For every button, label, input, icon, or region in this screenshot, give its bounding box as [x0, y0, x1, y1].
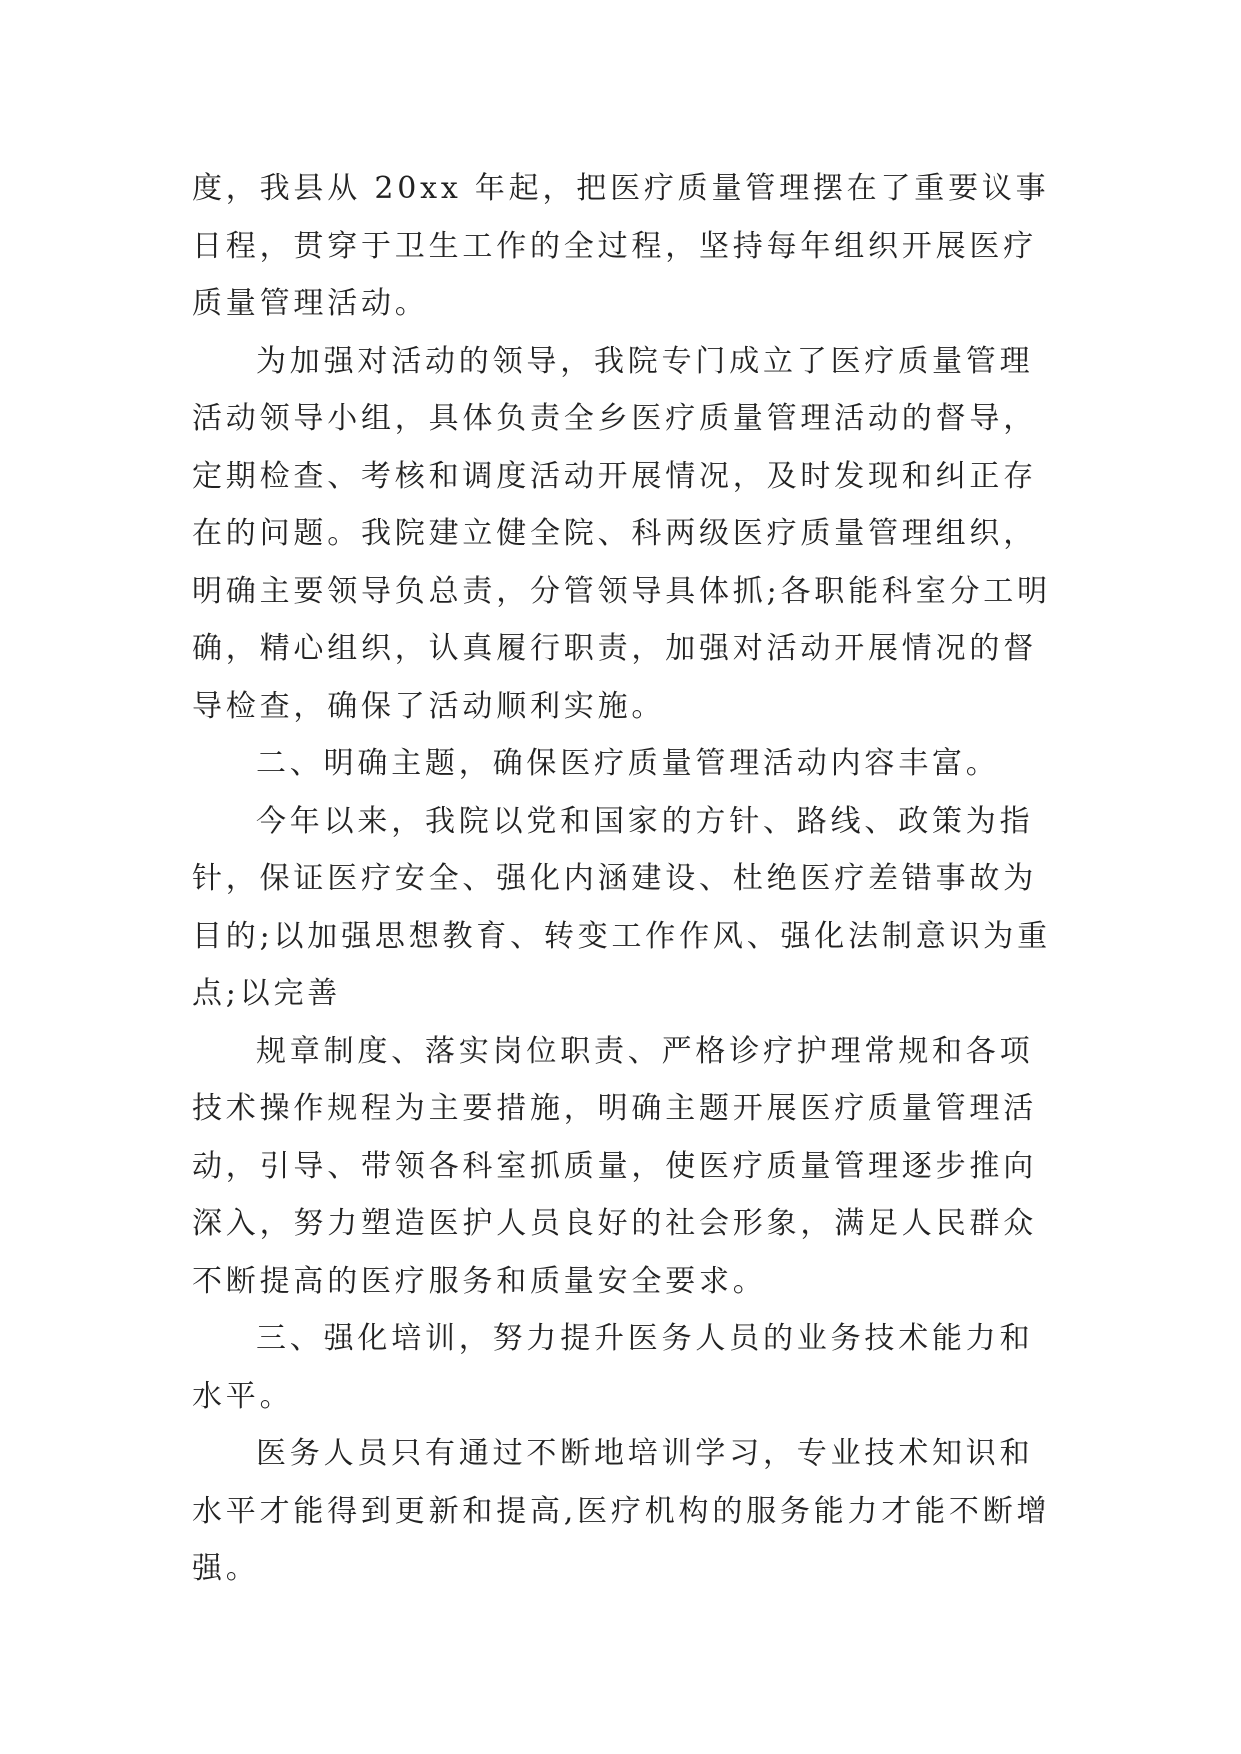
section-heading-2: 二、明确主题，确保医疗质量管理活动内容丰富。: [256, 746, 1000, 781]
paragraph-4: 规章制度、落实岗位职责、严格诊疗护理常规和各项技术操作规程为主要措施，明确主题开展医疗质量管理活动，引导、带领各科室抓质量，使医疗质量管理逐步推向深入，努力塑造医护人员良好的社会形象，满足人民群众不断提高的医疗服务和质量安全要求。: [192, 1033, 1037, 1299]
paragraph-5: 医务人员只有通过不断地培训学习，专业技术知识和水平才能得到更新和提高,医疗机构的服务能力才能不断增强。: [192, 1436, 1051, 1586]
section-heading-3: 三、强化培训，努力提升医务人员的业务技术能力和水平。: [192, 1321, 1034, 1414]
paragraph-3: 今年以来，我院以党和国家的方针、路线、政策为指针，保证医疗安全、强化内涵建设、杜绝医疗差错事故为目的;以加强思想教育、转变工作作风、强化法制意识为重点;以完善: [192, 803, 1051, 1011]
document-body: [192, 160, 1054, 1598]
paragraph-2: 为加强对活动的领导，我院专门成立了医疗质量管理活动领导小组，具体负责全乡医疗质量管理活动的督导，定期检查、考核和调度活动开展情况，及时发现和纠正存在的问题。我院建立健全院、科两级医疗质量管理组织，明确主要领导负总责，分管领导具体抓;各职能科室分工明确，精心组织，认真履行职责，加强对活动开展情况的督导检查，确保了活动顺利实施。: [192, 343, 1051, 724]
paragraph-1: 度，我县从 20xx 年起，把医疗质量管理摆在了重要议事日程，贯穿于卫生工作的全过程，坚持每年组织开展医疗质量管理活动。: [192, 171, 1050, 321]
